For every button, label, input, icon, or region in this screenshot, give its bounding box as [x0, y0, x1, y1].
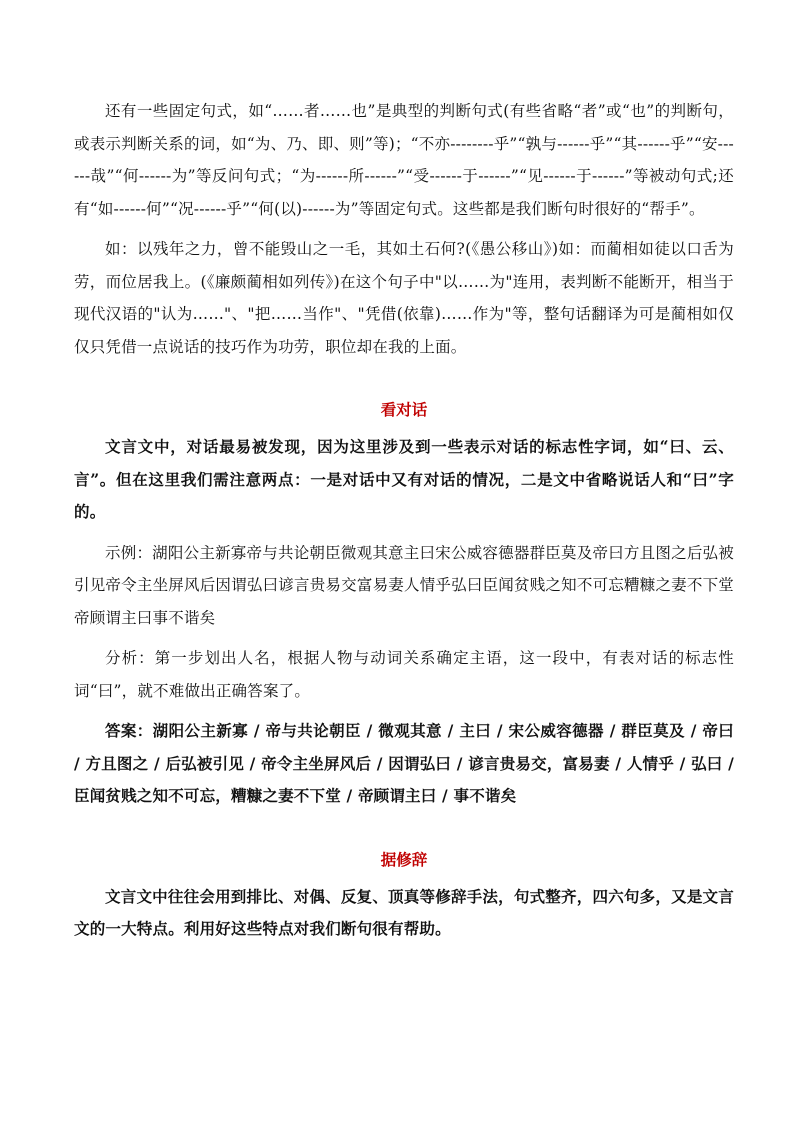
fixed-sentence-patterns-paragraph: 还有一些固定句式，如“……者……也”是典型的判断句式(有些省略“者”或“也”的判断句，或表示判断关系的词，如“为、乃、即、则”等)；“不亦--------乎”“孰与------乎”“其------乎”“安------哉”“何------为”等反问句式；“为------所------”“受------于------”“见------于------”等被动句式;还有“如------何”“况------乎”“何(以)------为”等固定句式。这些都是我们断句时很好的“帮手”。: [74, 102, 734, 218]
judgment-example-paragraph: 如：以残年之力，曾不能毁山之一毛，其如土石何?(《愚公移山》)如：而蔺相如徒以口舌为劳，而位居我上。(《廉颇蔺相如列传》)在这个句子中"以……为"连用，表判断不能断开，相当于现代汉语的"认为……"、"把……当作"、"凭借(依靠)……作为"等，整句话翻译为可是蔺相如仅仅只凭借一点说话的技巧作为功劳，职位却在我的上面。: [74, 240, 734, 356]
dialogue-intro-paragraph: 文言文中，对话最易被发现，因为这里涉及到一些表示对话的标志性字词，如“曰、云、言”。但在这里我们需注意两点：一是对话中又有对话的情况，二是文中省略说话人和“曰”字的。: [74, 437, 734, 521]
dialogue-analysis-paragraph: 分析：第一步划出人名，根据人物与动词关系确定主语，这一段中，有表对话的标志性词“曰”，就不难做出正确答案了。: [74, 649, 734, 700]
document-page: [74, 95, 734, 946]
rhetoric-intro-paragraph: 文言文中往往会用到排比、对偶、反复、顶真等修辞手法，句式整齐，四六句多，又是文言文的一大特点。利用好这些特点对我们断句很有帮助。: [74, 886, 734, 938]
dialogue-answer-paragraph: 答案：湖阳公主新寡 / 帝与共论朝臣 / 微观其意 / 主曰 / 宋公威容德器 / 群臣莫及 / 帝曰 / 方且图之 / 后弘被引见 / 帝令主坐屏风后 / 因谓弘曰 / 谚言贵易交，富易妻 / 人情乎 / 弘曰 / 臣闻贫贱之知不可忘，糟糠之妻不下堂 / 帝顾谓主曰 / 事不谐矣: [74, 721, 734, 805]
section-heading-dialogue: 看对话: [380, 400, 428, 419]
dialogue-example-paragraph: 示例：湖阳公主新寡帝与共论朝臣微观其意主曰宋公威容德器群臣莫及帝曰方且图之后弘被引见帝令主坐屏风后因谓弘曰谚言贵易交富易妻人情乎弘曰臣闻贫贱之知不可忘糟糠之妻不下堂帝顾谓主曰事不谐矣: [74, 543, 734, 627]
section-heading-rhetoric: 据修辞: [380, 849, 428, 869]
